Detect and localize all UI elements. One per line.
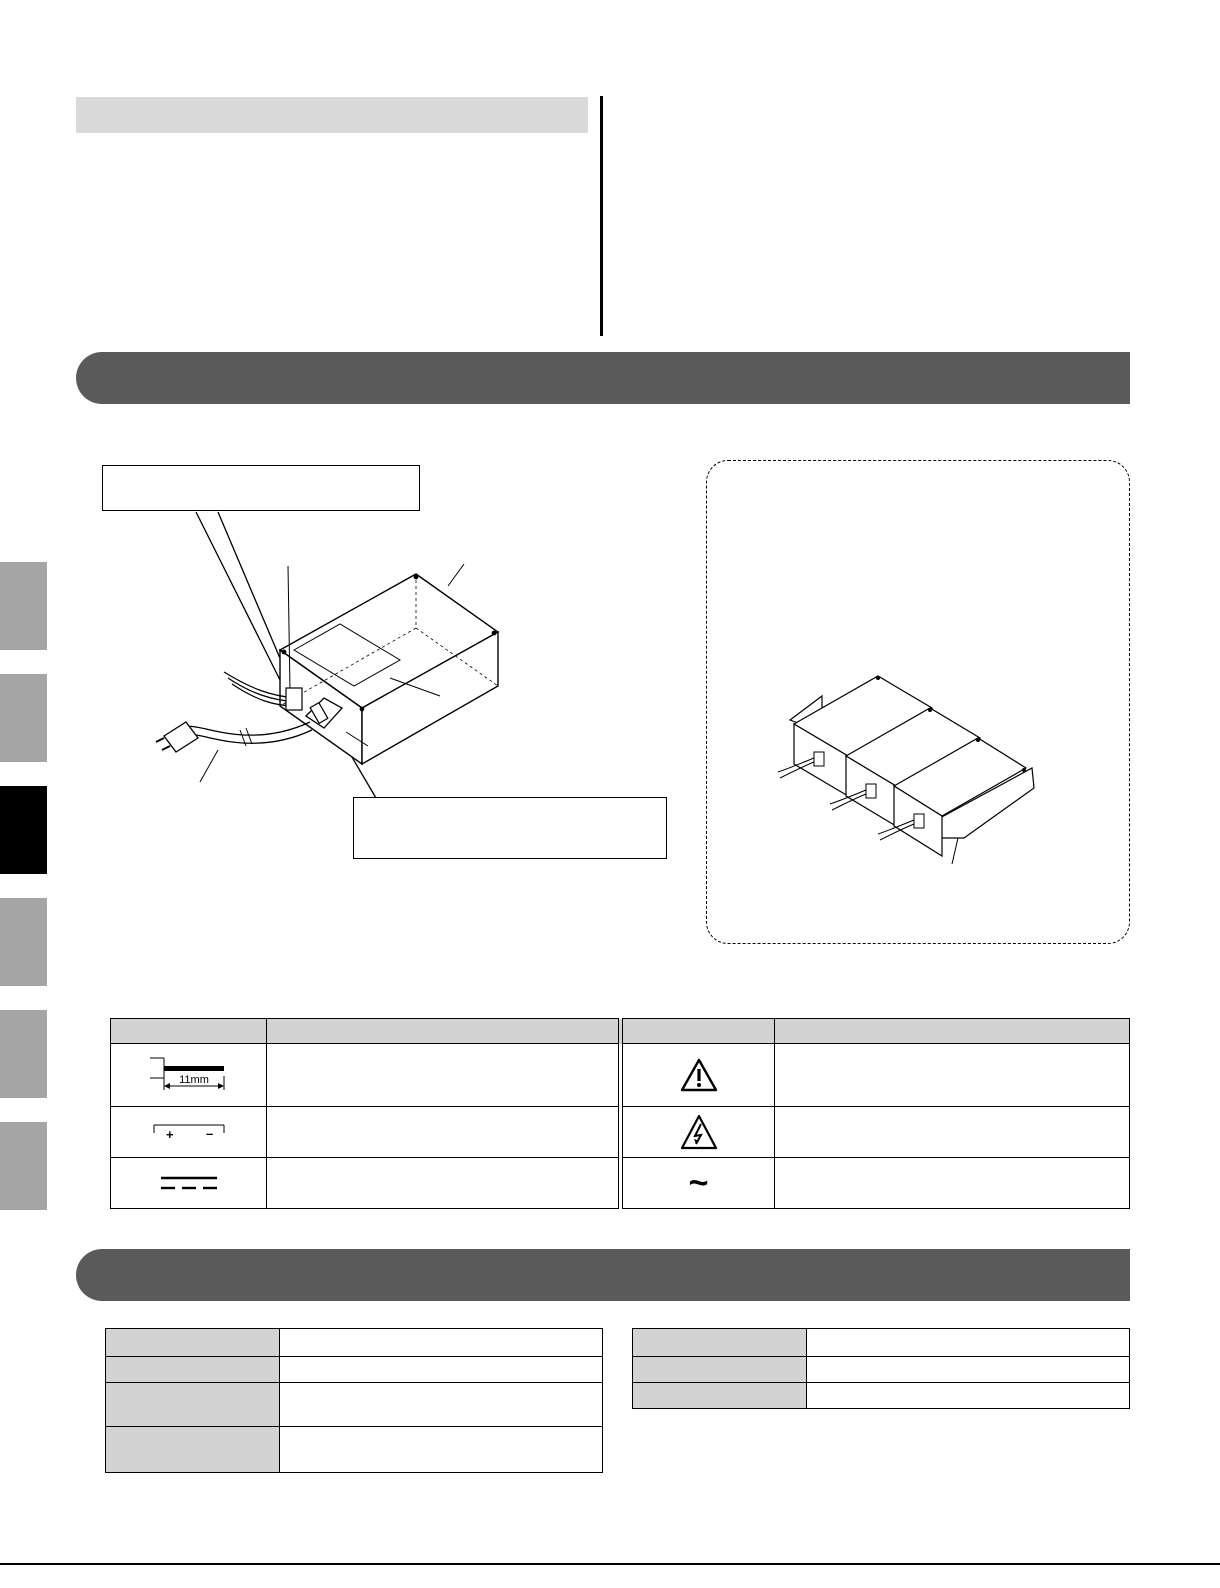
specifications-table-left (105, 1328, 603, 1473)
side-tab-1[interactable] (0, 562, 47, 650)
symbols-table-header (111, 1019, 1130, 1044)
table-row (106, 1427, 603, 1473)
meaning-cell (775, 1158, 1130, 1209)
wire-strip-length-label: 11mm (178, 1074, 209, 1086)
header-cell-symbol-left (111, 1019, 267, 1044)
table-row (111, 1158, 1130, 1209)
side-tab-5[interactable] (0, 1010, 47, 1098)
polarity-minus: – (205, 1126, 213, 1141)
spec-key-cell (106, 1427, 280, 1473)
spec-key-cell (633, 1329, 807, 1357)
symbol-cell (623, 1044, 775, 1107)
table-row (106, 1357, 603, 1383)
table-row (633, 1329, 1130, 1357)
symbol-cell (111, 1107, 267, 1158)
direct-current-icon (157, 1172, 221, 1194)
polarity-plus: + (165, 1127, 174, 1142)
header-cell-meaning-left (267, 1019, 619, 1044)
spec-value-cell (280, 1383, 603, 1427)
spec-value-cell (807, 1329, 1130, 1357)
electric-shock-warning-icon (679, 1113, 719, 1151)
page-footer-rule (0, 1563, 1220, 1565)
spec-value-cell (280, 1329, 603, 1357)
header-cell-meaning-right (775, 1019, 1130, 1044)
section-title-bar-installation (76, 352, 1130, 404)
table-row (106, 1383, 603, 1427)
meaning-cell (267, 1107, 619, 1158)
side-tab-2[interactable] (0, 674, 47, 762)
section-title-bar-specifications (76, 1249, 1130, 1301)
header-cell-symbol-right (623, 1019, 775, 1044)
table-row (111, 1107, 1130, 1158)
section-header-bar (76, 97, 588, 133)
side-tab-4[interactable] (0, 898, 47, 986)
spec-key-cell (106, 1383, 280, 1427)
callout-bottom (353, 797, 667, 859)
table-row (111, 1044, 1130, 1107)
rack-mount-illustration (770, 668, 1070, 878)
spec-key-cell (633, 1383, 807, 1409)
spec-key-cell (106, 1329, 280, 1357)
meaning-cell (267, 1158, 619, 1209)
table-row (106, 1329, 603, 1357)
alternating-current-icon: ~ (688, 1164, 709, 1202)
symbol-cell (111, 1044, 267, 1107)
symbol-cell (111, 1158, 267, 1209)
column-divider (600, 96, 603, 336)
symbol-cell (623, 1158, 775, 1209)
side-tab-3-active[interactable] (0, 786, 47, 874)
wire-strip-11mm-icon (144, 1052, 234, 1098)
callout-top (102, 465, 420, 511)
spec-key-cell (106, 1357, 280, 1383)
table-row (633, 1383, 1130, 1409)
polarity-plus-minus-icon (152, 1121, 226, 1143)
spec-value-cell (807, 1357, 1130, 1383)
spec-value-cell (807, 1383, 1130, 1409)
meaning-cell (267, 1044, 619, 1107)
table-row (633, 1357, 1130, 1383)
spec-key-cell (633, 1357, 807, 1383)
side-tab-6[interactable] (0, 1122, 47, 1210)
spec-value-cell (280, 1427, 603, 1473)
symbol-cell (623, 1107, 775, 1158)
warning-triangle-icon (679, 1057, 719, 1093)
specifications-table-right (632, 1328, 1130, 1409)
symbols-table (110, 1018, 1130, 1209)
meaning-cell (775, 1107, 1130, 1158)
spec-value-cell (280, 1357, 603, 1383)
meaning-cell (775, 1044, 1130, 1107)
